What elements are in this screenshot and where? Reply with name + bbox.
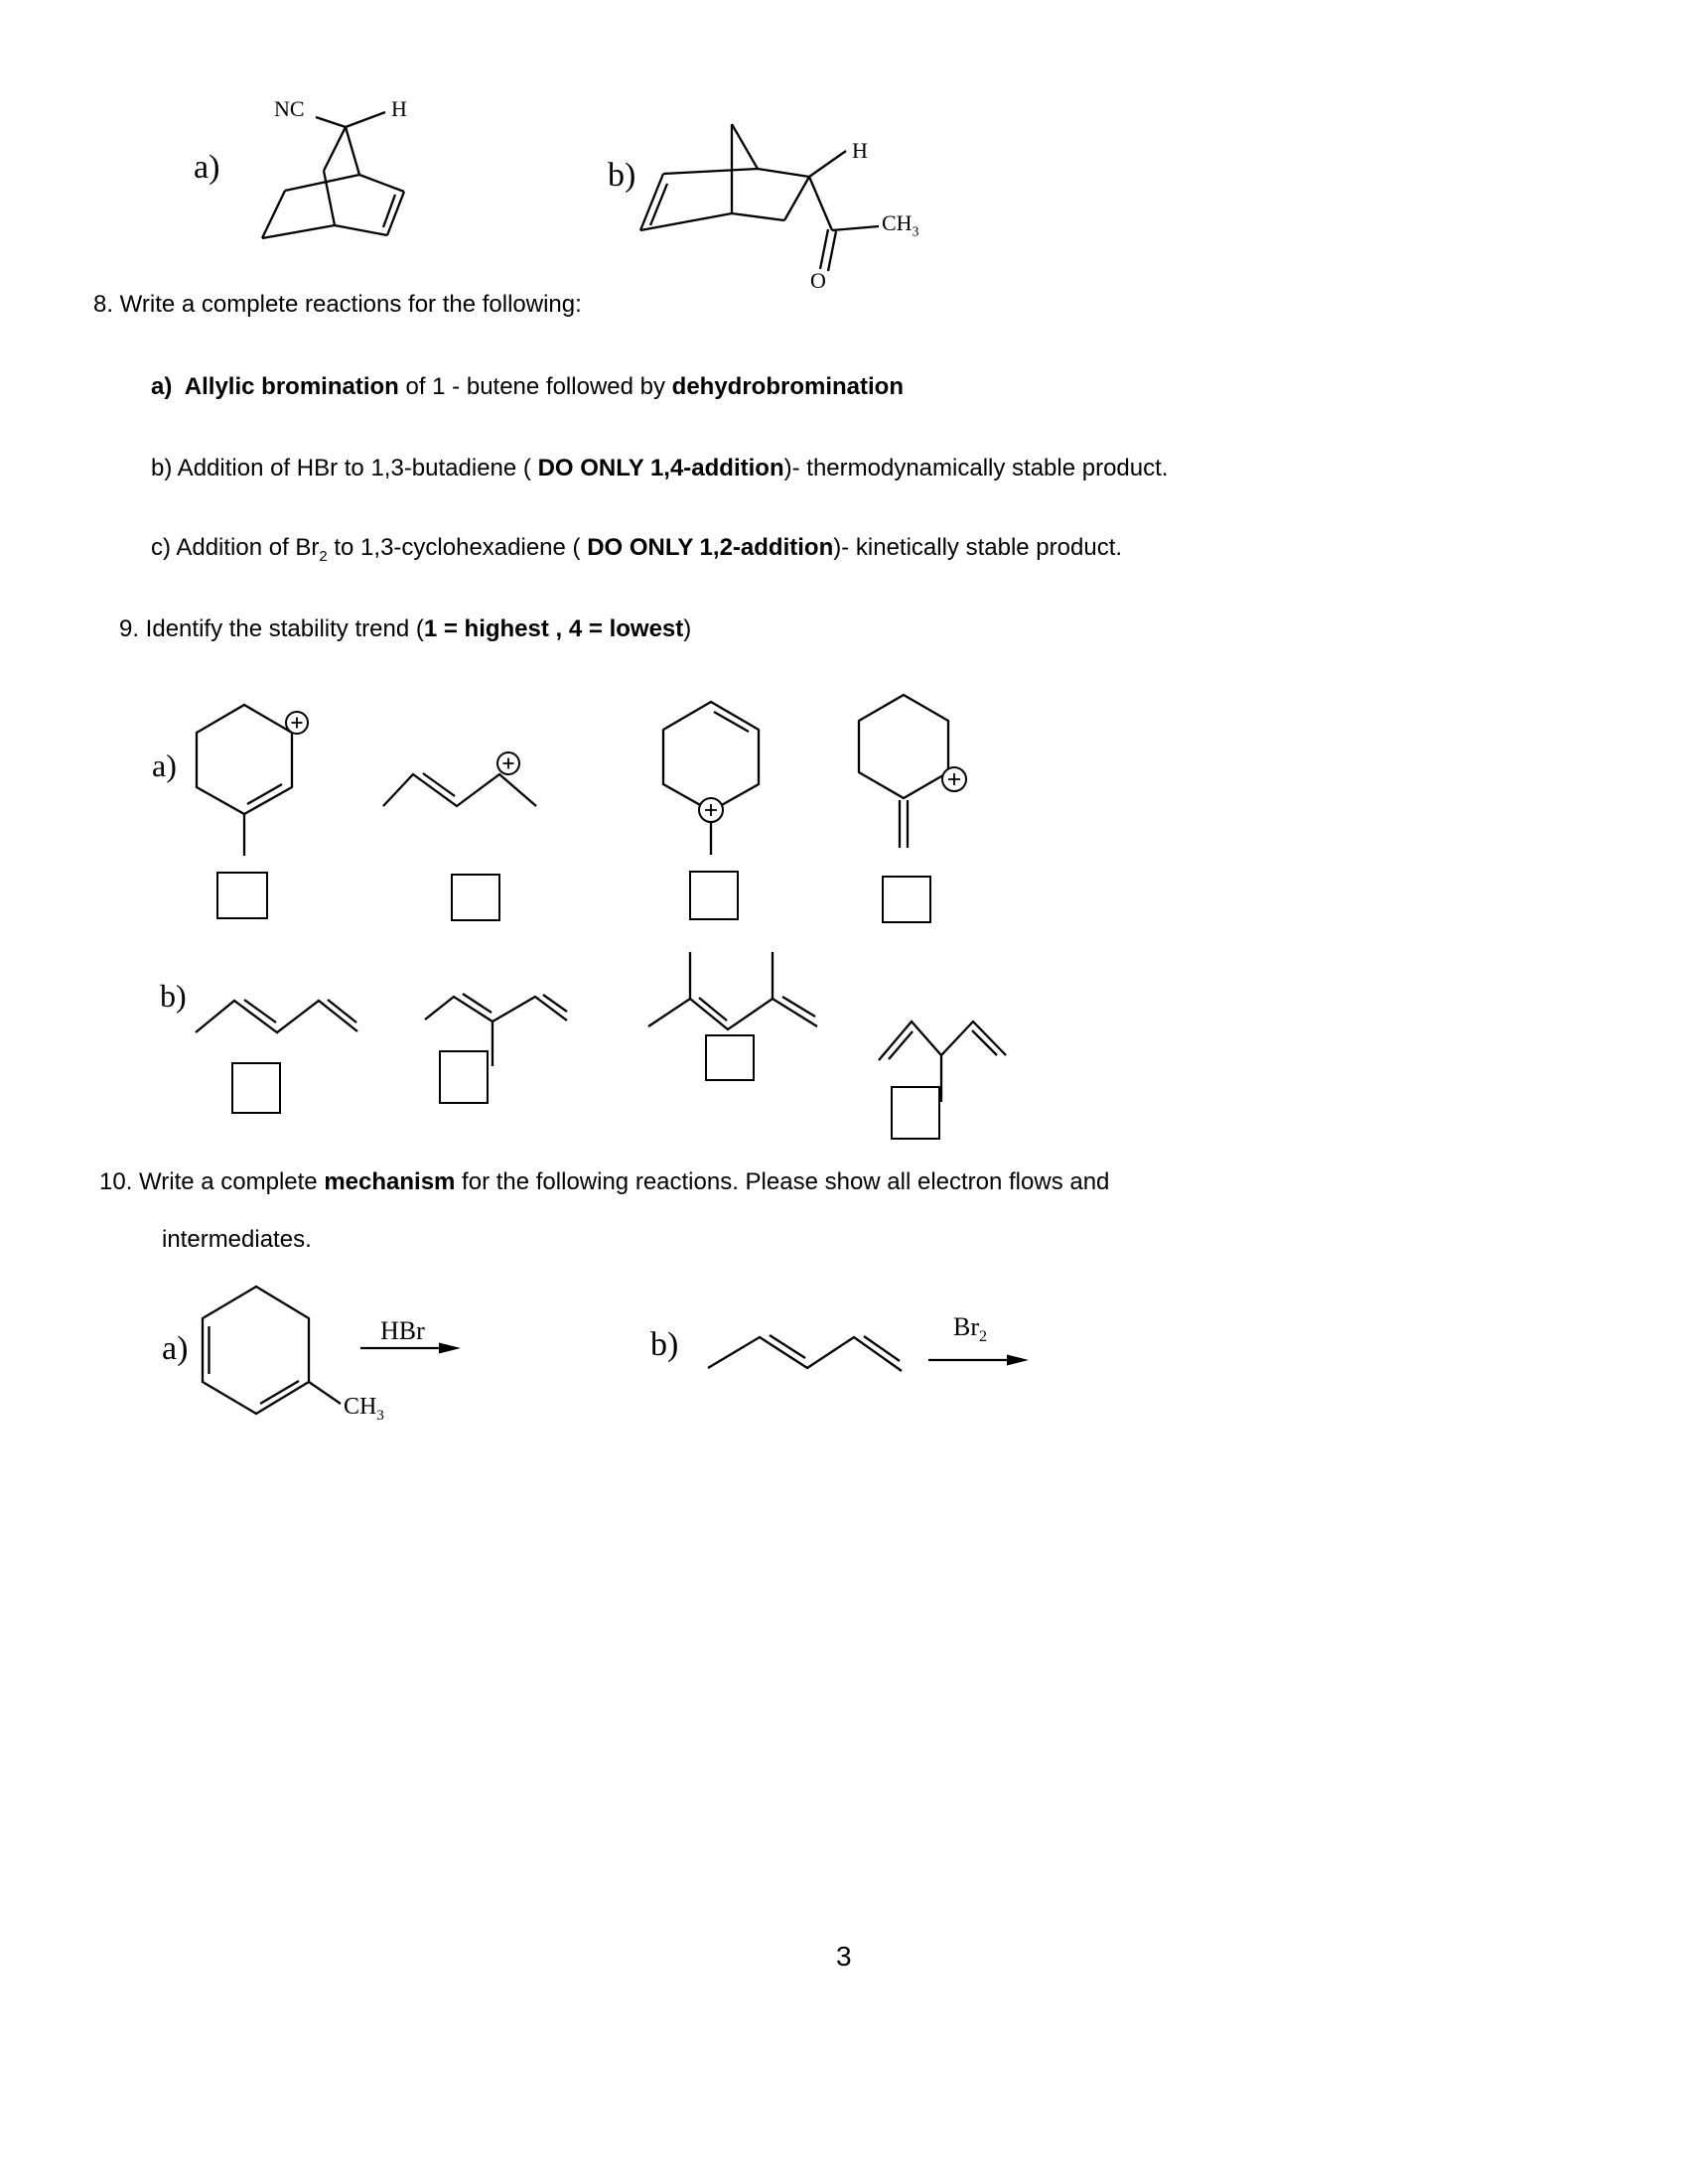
h-substituent-label-b: H [852, 138, 868, 163]
structure-dimethylpentadiene [633, 943, 832, 1037]
reaction-arrow-b [923, 1340, 1033, 1380]
q10a-ch3-label: $CH_3$ [344, 1394, 384, 1424]
answer-box-9b-4[interactable] [891, 1086, 940, 1140]
structure-methylenecyclohexane-cation [847, 683, 981, 862]
answer-box-9a-3[interactable] [689, 871, 739, 920]
question-8c-text: c) Addition of $Br_2$ to 1,3-cyclohexadiene ( DO ONLY 1,2-addition)- kinetically stable product. [151, 534, 1123, 565]
reaction-arrow-a [355, 1328, 465, 1368]
answer-box-9b-1[interactable] [231, 1062, 281, 1114]
q10a-reagent-label: HBr [380, 1316, 425, 1345]
nc-substituent-label: NC [274, 96, 305, 121]
q10b-reagent-label: $Br_2$ [953, 1312, 988, 1346]
question-10-line1: 10. Write a complete mechanism for the following reactions. Please show all electron flows and [99, 1168, 1110, 1195]
q10-a-label: a) [162, 1330, 189, 1367]
structure-pentadiene-1 [182, 993, 375, 1047]
top-structure-a-label: a) [194, 149, 220, 186]
q9-row-b-label: b) [160, 978, 187, 1014]
carbonyl-o-label: O [810, 268, 826, 293]
ch3-substituent-label-b: $CH_3$ [882, 210, 919, 239]
q9-row-a-label: a) [152, 748, 177, 783]
h-substituent-label-a: H [391, 96, 407, 121]
answer-box-9a-4[interactable] [882, 876, 931, 923]
structure-methylpentadiene [409, 989, 583, 1073]
answer-box-9b-2[interactable] [439, 1050, 489, 1104]
structure-pentadiene-2 [693, 1328, 916, 1383]
page-number: 3 [836, 1941, 852, 1972]
structure-methylcyclohexenyl-cation-1 [179, 683, 328, 872]
top-structure-b-label: b) [608, 157, 636, 194]
question-8b-text: b) Addition of HBr to 1,3-butadiene ( DO ONLY 1,4-addition)- thermodynamically stable product. [151, 455, 1169, 481]
question-8a-text: a) Allylic bromination of 1 - butene followed by dehydrobromination [151, 373, 904, 400]
structure-pentenyl-cation [369, 747, 553, 816]
structure-methylcyclohexenyl-cation-2 [653, 687, 777, 866]
answer-box-9a-2[interactable] [451, 874, 500, 921]
question-8-title: 8. Write a complete reactions for the following: [93, 291, 582, 318]
answer-box-9a-1[interactable] [216, 872, 268, 919]
question-9-title: 9. Identify the stability trend (1 = highest , 4 = lowest) [119, 615, 692, 642]
structure-methylcyclohexadiene [192, 1283, 365, 1427]
q10-b-label: b) [650, 1326, 679, 1363]
answer-box-9b-3[interactable] [705, 1034, 755, 1081]
structure-norbornene-methyl-ketone [626, 94, 923, 298]
structure-methyl-14-pentadiene [862, 1011, 1021, 1110]
question-10-line2: intermediates. [162, 1226, 312, 1253]
